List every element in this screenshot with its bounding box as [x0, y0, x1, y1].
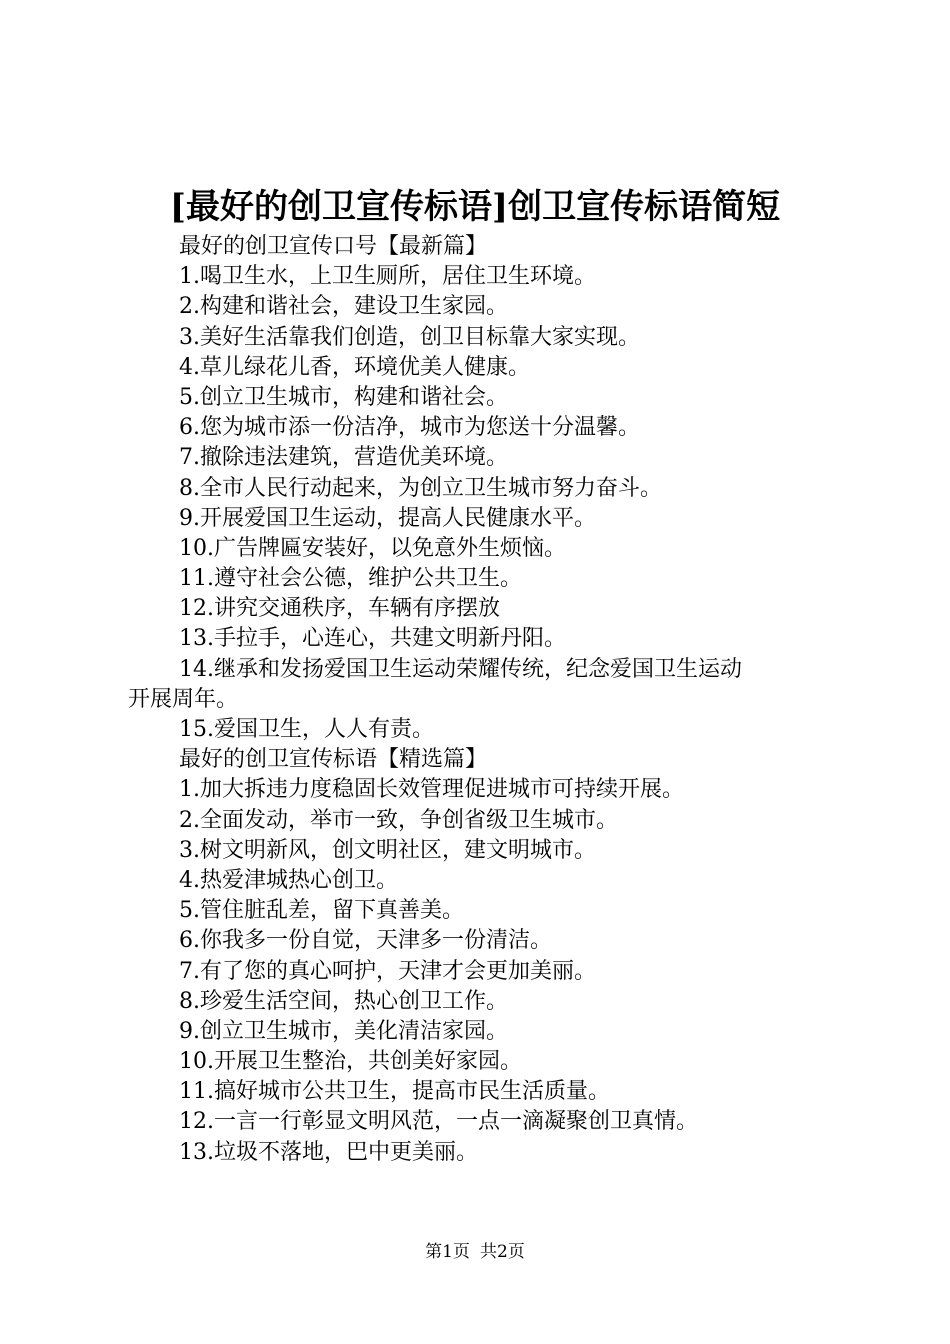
- slogan-line: 4.草儿绿花儿香，环境优美人健康。: [179, 354, 530, 380]
- slogan-line: 8.珍爱生活空间，热心创卫工作。: [179, 988, 508, 1014]
- slogan-line: 9.开展爱国卫生运动，提高人民健康水平。: [179, 505, 596, 531]
- slogan-line: 1.加大拆违力度稳固长效管理促进城市可持续开展。: [179, 777, 684, 803]
- slogan-line: 6.你我多一份自觉，天津多一份清洁。: [179, 928, 552, 954]
- slogan-line: 12.一言一行彰显文明风范，一点一滴凝聚创卫真情。: [179, 1109, 698, 1135]
- section-heading-selected: 最好的创卫宣传标语【精选篇】: [179, 747, 488, 773]
- section-heading-latest: 最好的创卫宣传口号【最新篇】: [179, 234, 488, 259]
- page-footer: [0, 1240, 950, 1264]
- slogan-line: 11.搞好城市公共卫生，提高市民生活质量。: [179, 1079, 610, 1105]
- slogan-line: 6.您为城市添一份洁净，城市为您送十分温馨。: [179, 415, 640, 441]
- slogan-line: 10.广告牌匾安装好，以免意外生烦恼。: [179, 535, 566, 561]
- slogan-line: 1.喝卫生水，上卫生厕所，居住卫生环境。: [179, 264, 596, 290]
- document-body: [128, 232, 838, 1168]
- slogan-line: 12.讲究交通秩序，车辆有序摆放: [179, 596, 500, 622]
- page-count: 共2页: [480, 1242, 525, 1262]
- slogan-line: 11.遵守社会公德，维护公共卫生。: [179, 566, 522, 592]
- slogan-line: 3.树文明新风，创文明社区，建文明城市。: [179, 837, 596, 863]
- slogan-line: 7.有了您的真心呵护，天津才会更加美丽。: [179, 958, 596, 984]
- slogan-line: 2.全面发动，举市一致，争创省级卫生城市。: [179, 807, 618, 833]
- slogan-line: 10.开展卫生整治，共创美好家园。: [179, 1049, 522, 1075]
- slogan-line: 9.创立卫生城市，美化清洁家园。: [179, 1018, 508, 1044]
- slogan-line-continued: 开展周年。: [128, 686, 239, 712]
- slogan-line: 5.创立卫生城市，构建和谐社会。: [179, 384, 508, 410]
- slogan-line: 3.美好生活靠我们创造，创卫目标靠大家实现。: [179, 324, 640, 350]
- slogan-line: 4.热爱津城热心创卫。: [179, 867, 398, 893]
- slogan-line: 7.撤除违法建筑，营造优美环境。: [179, 445, 508, 471]
- page-number: 第1页: [425, 1242, 470, 1262]
- slogan-line: 2.构建和谐社会，建设卫生家园。: [179, 294, 508, 320]
- slogan-line: 5.管住脏乱差，留下真善美。: [179, 898, 464, 924]
- document-title: [最好的创卫宣传标语]创卫宣传标语简短: [169, 187, 781, 227]
- slogan-line: 13.手拉手，心连心，共建文明新丹阳。: [179, 626, 566, 652]
- slogan-line: 13.垃圾不落地，巴中更美丽。: [179, 1139, 478, 1165]
- slogan-line: 15.爱国卫生，人人有责。: [179, 717, 434, 742]
- slogan-line: 8.全市人民行动起来，为创立卫生城市努力奋斗。: [179, 475, 662, 501]
- slogan-line: 14.继承和发扬爱国卫生运动荣耀传统，纪念爱国卫生运动: [179, 656, 742, 682]
